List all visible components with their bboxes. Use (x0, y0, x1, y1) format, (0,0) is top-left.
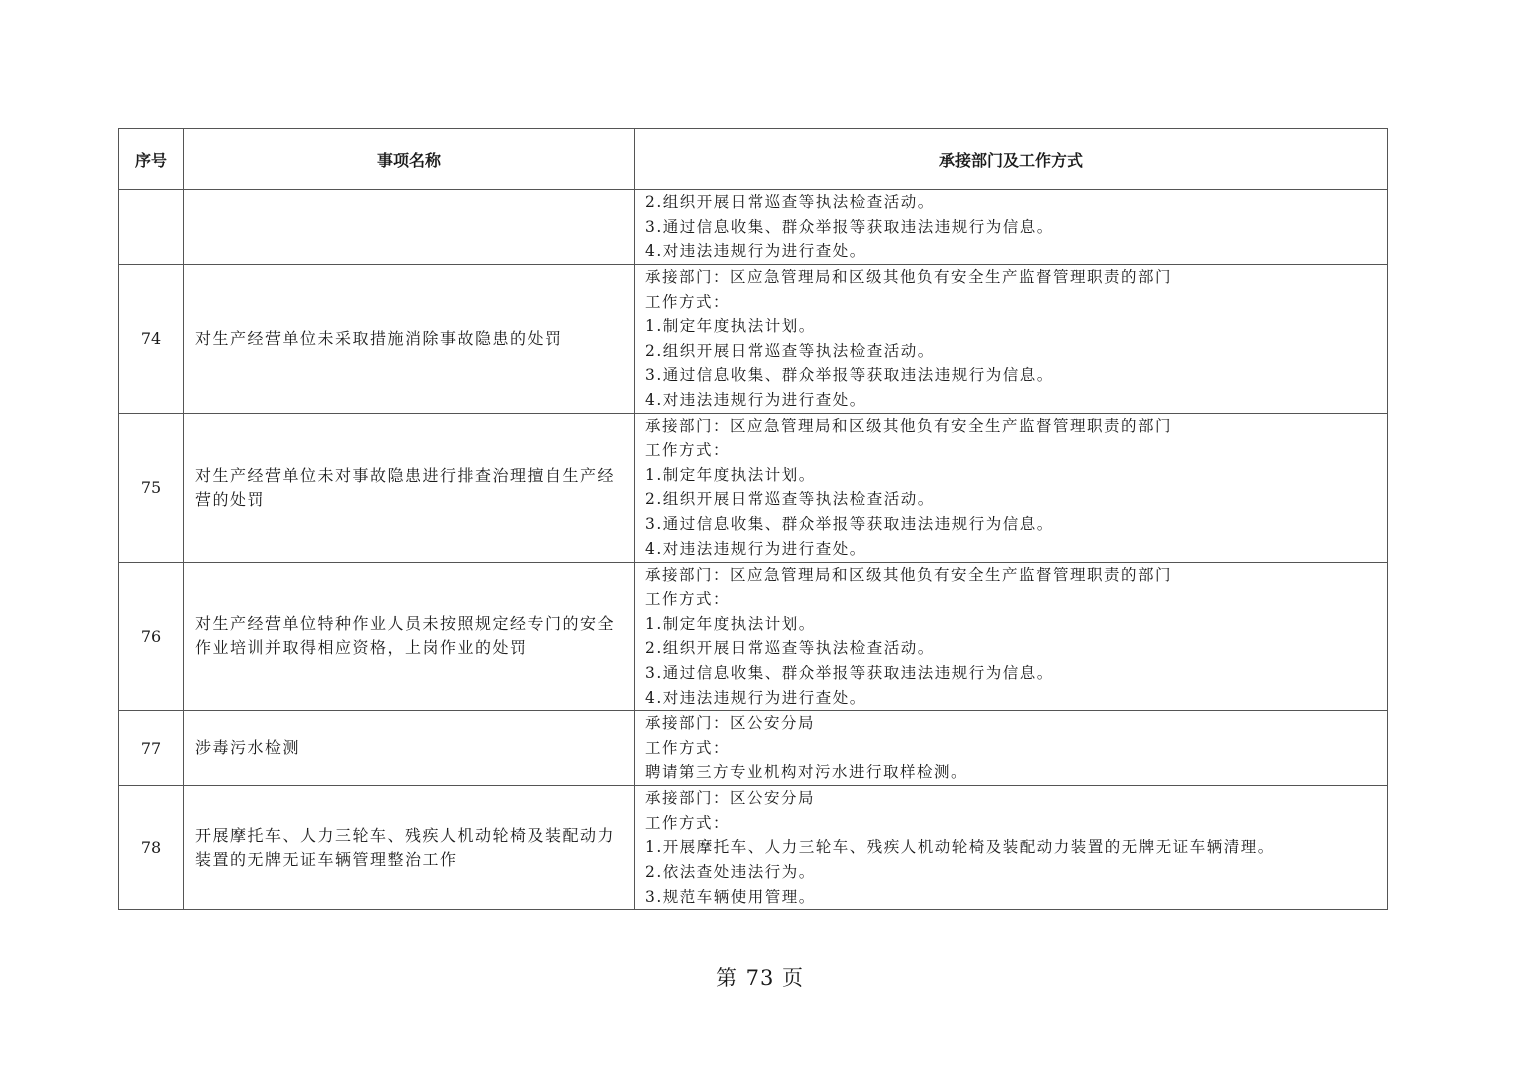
items-table (118, 128, 1388, 910)
method-line: 2.组织开展日常巡查等执法检查活动。 (645, 193, 935, 211)
header-row (119, 129, 1388, 190)
method-line: 1.开展摩托车、人力三轮车、残疾人机动轮椅及装配动力装置的无牌无证车辆清理。 (645, 838, 1275, 857)
method-line: 承接部门：区应急管理局和区级其他负有安全生产监督管理职责的部门 (645, 416, 1173, 435)
department-method-cell (635, 786, 1388, 910)
header-no: 序号 (119, 129, 184, 190)
department-method-cell (635, 265, 1388, 414)
row-number: 77 (119, 711, 184, 786)
method-line: 1.制定年度执法计划。 (645, 614, 816, 633)
table-row (119, 265, 1388, 414)
table-row (119, 413, 1388, 562)
method-line: 工作方式： (645, 441, 731, 460)
method-line: 承接部门：区应急管理局和区级其他负有安全生产监督管理职责的部门 (645, 268, 1173, 286)
method-line: 1.制定年度执法计划。 (645, 317, 816, 336)
method-line: 2.组织开展日常巡查等执法检查活动。 (645, 490, 935, 509)
method-line: 承接部门：区应急管理局和区级其他负有安全生产监督管理职责的部门 (645, 565, 1173, 584)
item-name: 对生产经营单位特种作业人员未按照规定经专门的安全作业培训并取得相应资格，上岗作业的处罚 (184, 562, 635, 711)
method-line: 聘请第三方专业机构对污水进行取样检测。 (645, 763, 969, 782)
item-name: 开展摩托车、人力三轮车、残疾人机动轮椅及装配动力装置的无牌无证车辆管理整治工作 (184, 786, 635, 910)
method-line: 2.组织开展日常巡查等执法检查活动。 (645, 639, 935, 658)
method-line: 工作方式： (645, 292, 731, 311)
table-row (119, 786, 1388, 910)
table-row (119, 711, 1388, 786)
item-name: 对生产经营单位未采取措施消除事故隐患的处罚 (184, 265, 635, 414)
method-line: 4.对违法违规行为进行查处。 (645, 688, 867, 707)
table-header (119, 129, 1388, 190)
header-department-method: 承接部门及工作方式 (635, 129, 1388, 190)
table-row (119, 190, 1388, 265)
item-name: 对生产经营单位未对事故隐患进行排查治理擅自生产经营的处罚 (184, 413, 635, 562)
method-line: 3.通过信息收集、群众举报等获取违法违规行为信息。 (645, 366, 1054, 385)
method-line: 4.对违法违规行为进行查处。 (645, 390, 867, 409)
page-number: 第 73 页 (715, 966, 805, 990)
method-line: 承接部门：区公安分局 (645, 714, 816, 733)
table-row (119, 562, 1388, 711)
row-number: 74 (119, 265, 184, 414)
method-line: 3.通过信息收集、群众举报等获取违法违规行为信息。 (645, 663, 1054, 682)
item-name (184, 190, 635, 265)
header-item-name: 事项名称 (184, 129, 635, 190)
method-line: 2.组织开展日常巡查等执法检查活动。 (645, 341, 935, 360)
row-number: 75 (119, 413, 184, 562)
method-line: 承接部门：区公安分局 (645, 789, 816, 808)
method-line: 工作方式： (645, 738, 731, 757)
department-method-cell (635, 562, 1388, 711)
method-line: 3.通过信息收集、群众举报等获取违法违规行为信息。 (645, 514, 1054, 533)
method-line: 4.对违法违规行为进行查处。 (645, 539, 867, 558)
department-method-cell (635, 413, 1388, 562)
method-line: 工作方式： (645, 813, 731, 832)
row-number: 78 (119, 786, 184, 910)
item-name: 涉毒污水检测 (184, 711, 635, 786)
method-line: 3.通过信息收集、群众举报等获取违法违规行为信息。 (645, 217, 1054, 236)
department-method-cell (635, 190, 1388, 265)
row-number (119, 190, 184, 265)
method-line: 2.依法查处违法行为。 (645, 862, 816, 881)
row-number: 76 (119, 562, 184, 711)
method-line: 工作方式： (645, 590, 731, 609)
department-method-cell (635, 711, 1388, 786)
method-line: 1.制定年度执法计划。 (645, 465, 816, 484)
method-line: 4.对违法违规行为进行查处。 (645, 242, 867, 261)
method-line: 3.规范车辆使用管理。 (645, 887, 816, 906)
table-body (119, 190, 1388, 910)
